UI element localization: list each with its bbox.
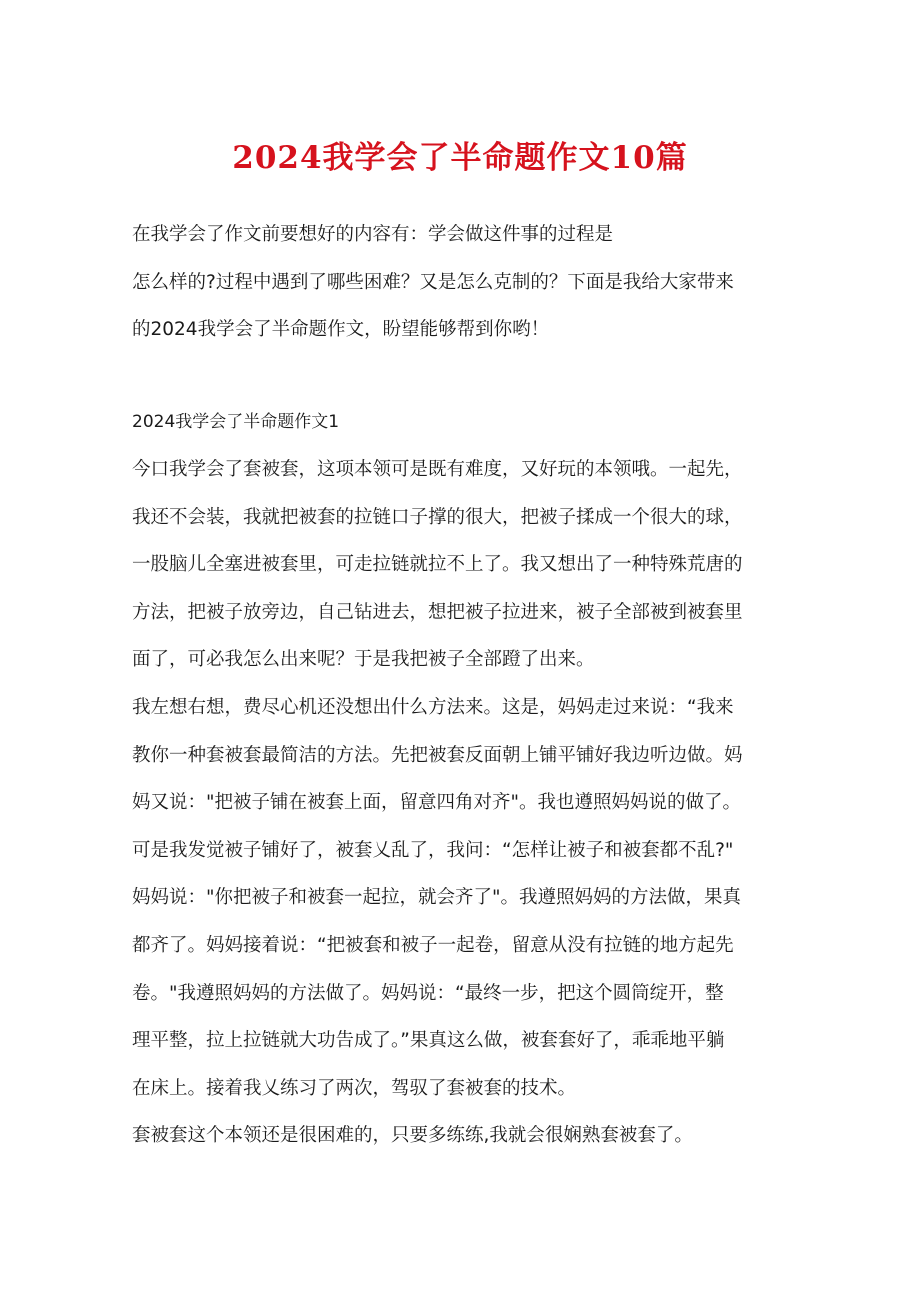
essay-paragraph-2 bbox=[132, 684, 792, 1112]
paragraph-line: 一股脑儿全塞进被套里，可走拉链就拉不上了。我又想出了一种特殊荒唐的 bbox=[132, 554, 743, 576]
intro-line: 怎么样的?过程中遇到了哪些困难？又是怎么克制的？下面是我给大家带来 bbox=[132, 271, 734, 293]
paragraph-line: 都齐了。妈妈接着说：“把被套和被子一起卷，留意从没有拉链的地方起先 bbox=[132, 934, 734, 956]
paragraph-line: 套被套这个本领还是很困难的，只要多练练,我就会很娴熟套被套了。 bbox=[132, 1125, 693, 1146]
paragraph-line: 在床上。接着我乂练习了两次，驾驭了套被套的技术。 bbox=[132, 1077, 577, 1099]
paragraph-line: 今口我学会了套被套，这项本领可是既有难度，又好玩的本领哦。一起先， bbox=[132, 459, 743, 480]
paragraph-line: 卷。"我遵照妈妈的方法做了。妈妈说：“最终一步，把这个圆筒绽开，整 bbox=[132, 982, 724, 1004]
intro-paragraph bbox=[132, 211, 792, 354]
paragraph-line: 我左想右想，费尽心机还没想出什么方法来。这是，妈妈走过来说：“我来 bbox=[132, 697, 734, 718]
essay-paragraph-3 bbox=[132, 1112, 792, 1160]
document-title: 2024我学会了半命题作文10篇 bbox=[232, 140, 688, 176]
paragraph-line: 可是我发觉被子铺好了，被套乂乱了，我问：“怎样让被子和被套都不乱?" bbox=[132, 839, 734, 861]
paragraph-line: 妈又说："把被子铺在被套上面，留意四角对齐"。我也遵照妈妈说的做了。 bbox=[132, 792, 742, 814]
paragraph-line: 教你一种套被套最简洁的方法。先把被套反面朝上铺平铺好我边听边做。妈 bbox=[132, 744, 743, 766]
paragraph-line: 理平整，拉上拉链就大功告成了。”果真这么做，被套套好了，乖乖地平躺 bbox=[132, 1030, 725, 1052]
intro-line: 在我学会了作文前要想好的内容有：学会做这件事的过程是 bbox=[132, 224, 614, 245]
paragraph-line: 面了，可必我怎么出来呢？于是我把被子全部蹬了出来。 bbox=[132, 649, 595, 671]
paragraph-line: 妈妈说："你把被子和被套一起拉，就会齐了"。我遵照妈妈的方法做，果真 bbox=[132, 887, 742, 909]
intro-line: 的2024我学会了半命题作文，盼望能够帮到你哟！ bbox=[132, 319, 550, 341]
paragraph-line: 我还不会装，我就把被套的拉链口子撑的很大，把被子揉成一个很大的球， bbox=[132, 506, 743, 528]
paragraph-line: 方法，把被子放旁边，自己钻进去，想把被子拉进来，被子全部被到被套里 bbox=[132, 601, 743, 623]
section-heading: 2024我学会了半命题作文1 bbox=[132, 412, 340, 432]
essay-paragraph-1 bbox=[132, 446, 792, 684]
